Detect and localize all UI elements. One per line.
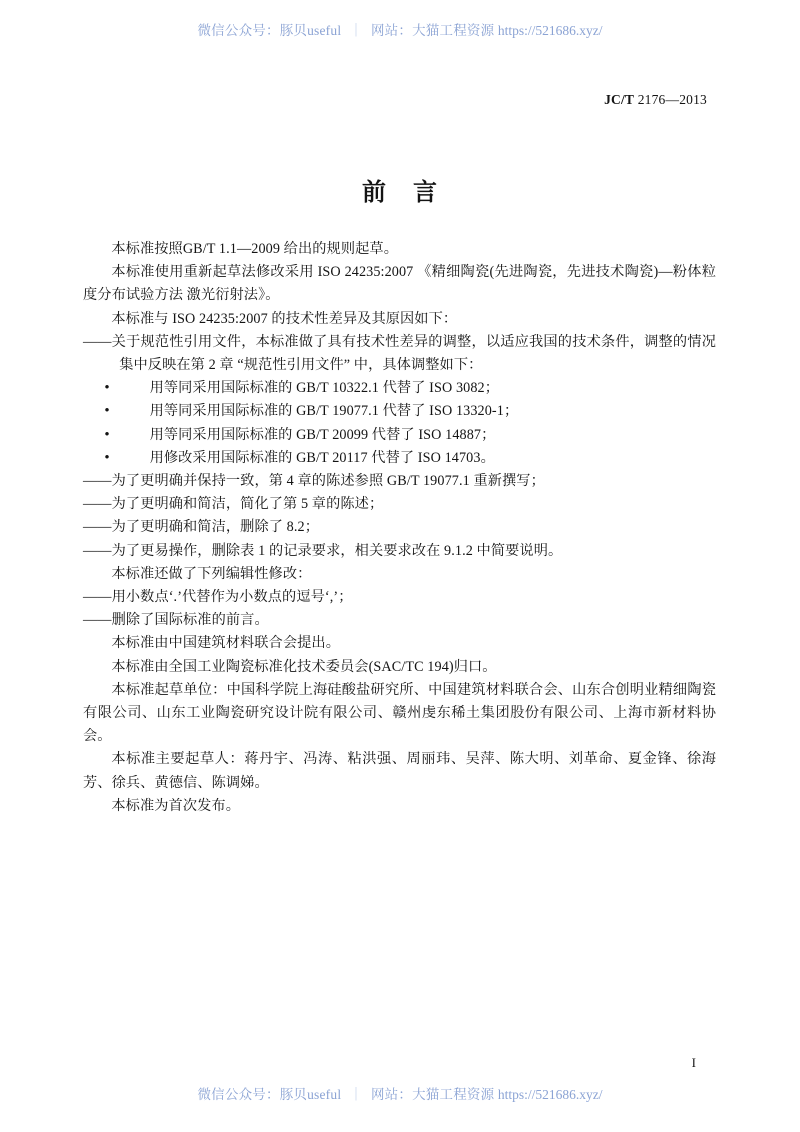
bullet-item-text: 用修改采用国际标准的 GB/T 20117 代替了 ISO 14703。 bbox=[149, 449, 495, 466]
bullet-dot-icon: • bbox=[104, 380, 110, 397]
dash-item-deleted-8-2: ——为了更明确和简洁，删除了 8.2； bbox=[83, 519, 319, 536]
paragraph-main-drafters: 本标准主要起草人：蒋丹宇、冯涛、粘洪强、周丽玮、吴萍、陈大明、刘革命、夏金锋、徐海芳、徐兵、黄德信、陈调娣。 bbox=[83, 751, 716, 791]
watermark-wechat-value: 豚贝useful bbox=[279, 1087, 342, 1102]
standard-number-value: 2176—2013 bbox=[634, 92, 707, 107]
watermark-wechat-label: 微信公众号： bbox=[197, 23, 280, 38]
foreword-body bbox=[83, 238, 716, 818]
bullet-item-gbt-10322 bbox=[83, 377, 716, 400]
paragraph-drafting-organizations: 本标准起草单位：中国科学院上海硅酸盐研究所、中国建筑材料联合会、山东合创明业精细陶瓷有限公司、山东工业陶瓷研究设计院有限公司、赣州虔东稀土集团股份有限公司、上海市新材料协会。 bbox=[83, 681, 716, 745]
bullet-item-gbt-19077 bbox=[83, 400, 716, 423]
paragraph-technical-committee: 本标准由全国工业陶瓷标准化技术委员会(SAC/TC 194)归口。 bbox=[111, 658, 497, 675]
paragraph-editorial-changes-intro: 本标准还做了下列编辑性修改： bbox=[111, 565, 312, 582]
bullet-dot-icon: • bbox=[104, 449, 110, 466]
watermark-separator: ｜ bbox=[349, 1087, 363, 1102]
running-head-standard-number bbox=[604, 92, 707, 108]
watermark-site-label: 网站： bbox=[370, 1087, 413, 1102]
watermark-bottom bbox=[0, 1083, 800, 1103]
paragraph-proposed-by: 本标准由中国建筑材料联合会提出。 bbox=[111, 635, 340, 652]
watermark-url: https://521686.xyz/ bbox=[497, 23, 603, 38]
paragraph-technical-differences-intro: 本标准与 ISO 24235:2007 的技术性差异及其原因如下： bbox=[111, 310, 458, 327]
watermark-separator: ｜ bbox=[349, 23, 363, 38]
watermark-wechat-label: 微信公众号： bbox=[197, 1087, 280, 1102]
dash-item-deleted-iso-foreword: ——删除了国际标准的前言。 bbox=[83, 612, 269, 629]
dash-item-chapter5-simplified: ——为了更明确和简洁，简化了第 5 章的陈述； bbox=[83, 496, 384, 513]
page-title-char-1: 前 bbox=[362, 178, 387, 206]
watermark-site-value: 大猫工程资源 bbox=[412, 23, 495, 38]
paragraph-iso-adoption: 本标准使用重新起草法修改采用 ISO 24235:2007 《精细陶瓷(先进陶瓷，先进技术陶瓷)—粉体粒度分布试验方法 激光衍射法》。 bbox=[83, 264, 716, 304]
watermark-site-label: 网站： bbox=[370, 23, 413, 38]
bullet-item-gbt-20099 bbox=[83, 424, 716, 447]
watermark-top bbox=[0, 19, 800, 39]
page-title bbox=[0, 172, 800, 207]
bullet-item-text: 用等同采用国际标准的 GB/T 10322.1 代替了 ISO 3082； bbox=[149, 380, 500, 397]
watermark-site-value: 大猫工程资源 bbox=[412, 1087, 495, 1102]
dash-item-normative-references: ——关于规范性引用文件，本标准做了具有技术性差异的调整，以适应我国的技术条件，调整的情况集中反映在第 2 章 “规范性引用文件” 中，具体调整如下： bbox=[83, 333, 716, 374]
dash-item-chapter4-rewrite: ——为了更明确并保持一致，第 4 章的陈述参照 GB/T 19077.1 重新撰写； bbox=[83, 473, 545, 490]
bullet-item-gbt-20117 bbox=[83, 447, 716, 470]
watermark-wechat-value: 豚贝useful bbox=[279, 23, 342, 38]
bullet-item-text: 用等同采用国际标准的 GB/T 19077.1 代替了 ISO 13320-1； bbox=[149, 403, 519, 420]
paragraph-first-publication: 本标准为首次发布。 bbox=[111, 797, 240, 814]
dash-item-table1-record: ——为了更易操作，删除表 1 的记录要求，相关要求改在 9.1.2 中简要说明。 bbox=[83, 542, 563, 559]
bullet-dot-icon: • bbox=[104, 426, 110, 443]
page-title-char-2: 言 bbox=[413, 178, 438, 206]
bullet-dot-icon: • bbox=[104, 403, 110, 420]
page-number: I bbox=[691, 1055, 696, 1070]
paragraph-drafting-rules: 本标准按照GB/T 1.1—2009 给出的规则起草。 bbox=[111, 241, 398, 257]
dash-item-decimal-point: ——用小数点‘.’代替作为小数点的逗号‘,’； bbox=[83, 589, 353, 606]
bullet-item-text: 用等同采用国际标准的 GB/T 20099 代替了 ISO 14887； bbox=[149, 426, 496, 443]
watermark-url: https://521686.xyz/ bbox=[497, 1087, 603, 1102]
standard-number-prefix: JC/T bbox=[604, 92, 635, 107]
